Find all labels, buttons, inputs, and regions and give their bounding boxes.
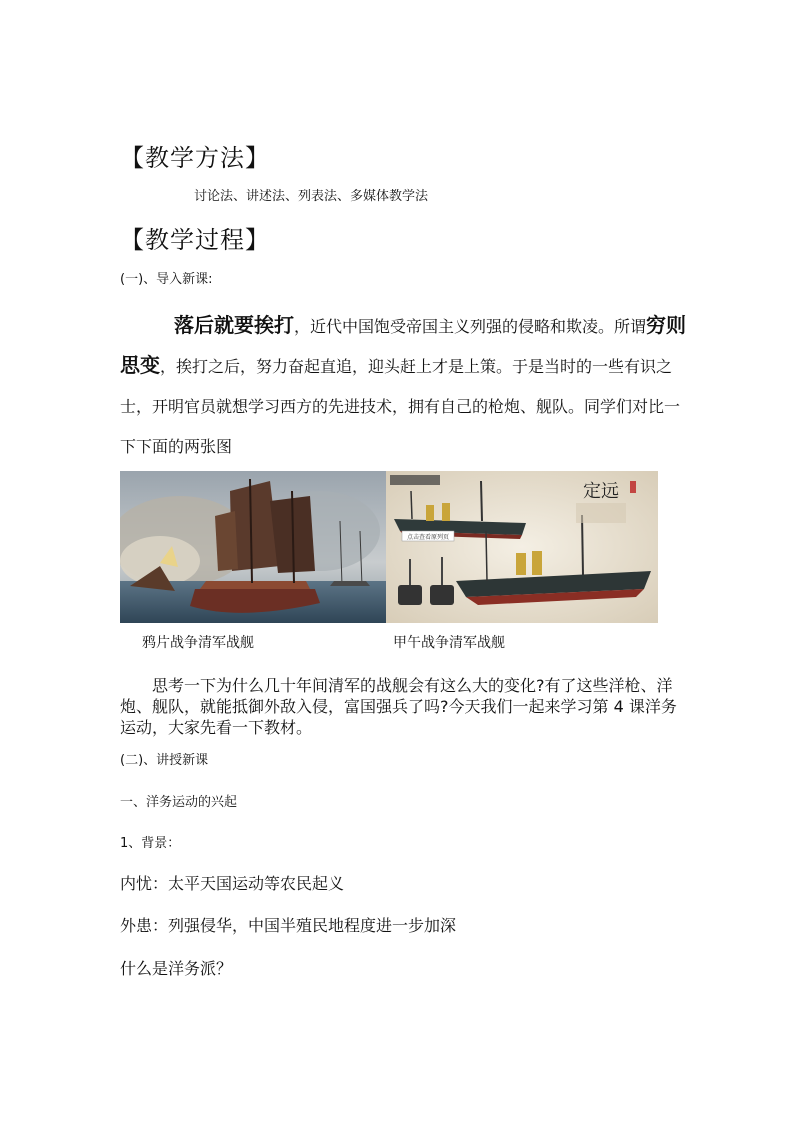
ship-title: 定远 xyxy=(583,481,619,502)
junk-illustration xyxy=(120,471,386,623)
think-line-1: 思考一下为什么几十年间清军的战舰会有这么大的变化?有了这些洋枪、洋 xyxy=(152,676,673,695)
right-image-caption: 甲午战争清军战舰 xyxy=(393,635,505,651)
section-heading: 一、洋务运动的兴起 xyxy=(120,795,238,810)
dingyuan-battleship-image xyxy=(386,471,658,623)
intro-label: (一)、导入新课: xyxy=(120,272,213,287)
lecture-label: (二)、讲授新课 xyxy=(120,753,209,768)
external-threat: 外患：列强侵华，中国半殖民地程度进一步加深 xyxy=(120,916,457,935)
background-label: 1、背景： xyxy=(120,836,181,851)
battleship-illustration xyxy=(386,471,658,623)
intro-line-1 xyxy=(174,309,686,338)
intro-bold-phrase-2b: 思变 xyxy=(120,353,160,377)
opium-war-junk-image xyxy=(120,471,386,623)
teaching-method-heading: 【教学方法】 xyxy=(120,144,270,172)
teaching-method-content: 讨论法、讲述法、列表法、多媒体教学法 xyxy=(194,189,429,204)
intro-line-2 xyxy=(120,349,672,378)
internal-trouble: 内忧：太平天国运动等农民起义 xyxy=(120,874,345,893)
intro-bold-phrase-2a: 穷则 xyxy=(646,313,687,337)
left-image-caption: 鸦片战争清军战舰 xyxy=(142,635,254,651)
intro-text-1: ，近代中国饱受帝国主义列强的侵略和欺凌。所谓 xyxy=(294,317,647,336)
intro-bold-phrase-1: 落后就要挨打 xyxy=(174,313,294,337)
think-line-3: 运动，大家先看一下教材。 xyxy=(120,718,313,737)
question: 什么是洋务派？ xyxy=(120,959,233,978)
popup-label: 点击查看原列页 xyxy=(406,534,450,541)
think-line-2: 炮、舰队，就能抵御外敌入侵，富国强兵了吗?今天我们一起来学习第 4 课洋务 xyxy=(120,697,677,716)
intro-line-4: 下下面的两张图 xyxy=(120,437,233,456)
intro-text-2: ，挨打之后，努力奋起直追，迎头赶上才是上策。于是当时的一些有识之 xyxy=(160,357,673,376)
intro-line-3: 士，开明官员就想学习西方的先进技术，拥有自己的枪炮、舰队。同学们对比一 xyxy=(120,397,681,416)
teaching-process-heading: 【教学过程】 xyxy=(120,226,270,254)
